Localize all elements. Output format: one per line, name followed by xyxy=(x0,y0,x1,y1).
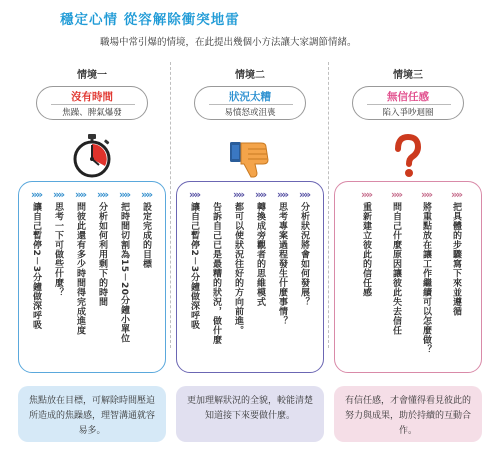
tips-box xyxy=(18,181,166,373)
tip-text: 讓自己暫停2－3分鐘做深呼吸 xyxy=(189,202,199,330)
tip-item xyxy=(49,188,67,368)
label-divider xyxy=(367,104,451,105)
tip-marker: »» xyxy=(360,188,372,201)
tip-text: 將重點放在讓工作繼續可以怎麼做？ xyxy=(421,202,431,354)
scenario-heading: 情境三 xyxy=(393,70,423,81)
scenario-title: 無信任感 xyxy=(387,91,429,103)
tip-text: 思考一下可做些什麼？ xyxy=(53,202,63,297)
tip-marker: »» xyxy=(254,188,266,201)
column-divider xyxy=(170,62,171,348)
tip-item xyxy=(417,188,435,368)
scenario-label xyxy=(36,86,148,120)
scenario-heading: 情境一 xyxy=(77,70,107,81)
tips-box xyxy=(334,181,482,373)
scenario-subtitle: 焦躁、脾氣爆發 xyxy=(62,108,122,118)
scenario-subtitle: 陷入爭吵迴圈 xyxy=(382,108,434,118)
tip-item xyxy=(387,188,405,368)
tip-text: 都可以使狀況往好的方向前進。 xyxy=(233,202,243,335)
scenario-label xyxy=(352,86,464,120)
tip-marker: »» xyxy=(450,188,462,201)
tips-box xyxy=(176,181,324,373)
tip-item xyxy=(115,188,133,368)
tip-text: 分析如何利用剩下的時間 xyxy=(97,202,107,307)
scenario-title: 沒有時間 xyxy=(71,91,113,103)
tip-text: 問自己什麼原因讓彼此失去信任 xyxy=(391,202,401,335)
summary-box: 焦點放在目標，可解除時間壓迫所造成的焦躁感，理智溝通就容易多。 xyxy=(18,386,166,442)
thumbs-down-icon xyxy=(226,132,274,180)
tip-text: 把具體的步驟寫下來並遵循 xyxy=(451,202,461,316)
column-divider xyxy=(328,62,329,348)
tip-marker: »» xyxy=(390,188,402,201)
tip-text: 讓自己暫停2－3分鐘做深呼吸 xyxy=(31,202,41,330)
scenario-label xyxy=(194,86,306,120)
tip-item xyxy=(273,188,291,368)
summary-box: 更加理解狀況的全貌，較能清楚知道接下來要做什麼。 xyxy=(176,386,324,442)
page-title: 穩定心情 從容解除衝突地雷 xyxy=(60,12,240,28)
tip-marker: »» xyxy=(118,188,130,201)
tip-text: 把時間切割為15－20分鐘小單位 xyxy=(119,202,129,344)
tip-marker: »» xyxy=(96,188,108,201)
scenario-column-3 xyxy=(330,56,486,446)
tip-marker: »» xyxy=(298,188,310,201)
tip-marker: »» xyxy=(232,188,244,201)
tip-text: 重新建立彼此的信任感 xyxy=(361,202,371,297)
tip-item xyxy=(229,188,247,368)
tip-marker: »» xyxy=(140,188,152,201)
tip-text: 問彼此還有多少時間得完成進度 xyxy=(75,202,85,335)
summary-box: 有信任感，才會懂得看見彼此的努力與成果，助於持續的互動合作。 xyxy=(334,386,482,442)
tip-marker: »» xyxy=(52,188,64,201)
tip-item xyxy=(137,188,155,368)
scenario-column-2 xyxy=(172,56,328,446)
tip-marker: »» xyxy=(276,188,288,201)
tip-marker: »» xyxy=(30,188,42,201)
tip-item xyxy=(357,188,375,368)
tip-item xyxy=(295,188,313,368)
question-mark-icon xyxy=(384,132,432,180)
tip-item xyxy=(27,188,45,368)
label-divider xyxy=(209,104,293,105)
scenario-subtitle: 易憤怒或沮喪 xyxy=(224,108,276,118)
intro-text: 職場中常引爆的情境，在此提出幾個小方法讓大家調節情緒。 xyxy=(100,37,357,48)
stopwatch-icon xyxy=(68,132,116,180)
tip-item xyxy=(185,188,203,368)
tip-item xyxy=(93,188,111,368)
tip-item xyxy=(71,188,89,368)
scenario-title: 狀況太糟 xyxy=(229,91,271,103)
tip-text: 轉換成旁觀者的思維模式 xyxy=(255,202,265,307)
tip-item xyxy=(447,188,465,368)
scenario-heading: 情境二 xyxy=(235,70,265,81)
tip-text: 告訴自己已是最糟的狀況，做什麼 xyxy=(211,202,221,345)
tip-marker: »» xyxy=(74,188,86,201)
tip-text: 設定完成的目標 xyxy=(141,202,151,269)
tip-marker: »» xyxy=(188,188,200,201)
tip-text: 分析狀況將會如何發展？ xyxy=(299,202,309,307)
tip-item xyxy=(207,188,225,368)
tip-text: 思考專案過程發生什麼事情？ xyxy=(277,202,287,326)
scenario-column-1 xyxy=(14,56,170,446)
tip-item xyxy=(251,188,269,368)
label-divider xyxy=(51,104,135,105)
tip-marker: »» xyxy=(420,188,432,201)
